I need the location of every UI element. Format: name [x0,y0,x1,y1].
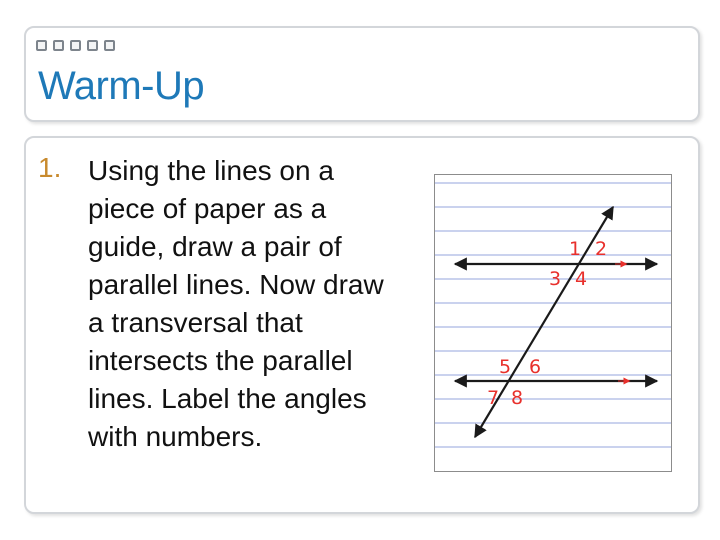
angle-label-4: 4 [575,268,588,290]
figure-drawing [435,175,671,471]
angle-label-7: 7 [487,387,500,409]
page-title: Warm-Up [38,64,205,108]
square-icon [87,40,98,51]
angle-label-5: 5 [499,356,512,378]
square-icon [70,40,81,51]
angle-label-2: 2 [595,238,608,260]
title-bar [24,26,700,122]
square-icon [36,40,47,51]
angle-label-6: 6 [529,356,542,378]
square-icon [53,40,64,51]
list-item-text: Using the lines on a piece of paper as a guide, draw a pair of parallel lines. Now draw a transversal that intersects the parallel lines. Label the angles with numbers. [88,155,384,452]
square-icon [104,40,115,51]
parallel-lines-figure [434,174,672,472]
list-number: 1. [38,152,62,183]
ruled-lines [435,183,671,447]
window-dots [36,40,115,51]
angle-label-8: 8 [511,387,524,409]
angle-label-1: 1 [569,238,582,260]
angle-label-3: 3 [549,268,562,290]
